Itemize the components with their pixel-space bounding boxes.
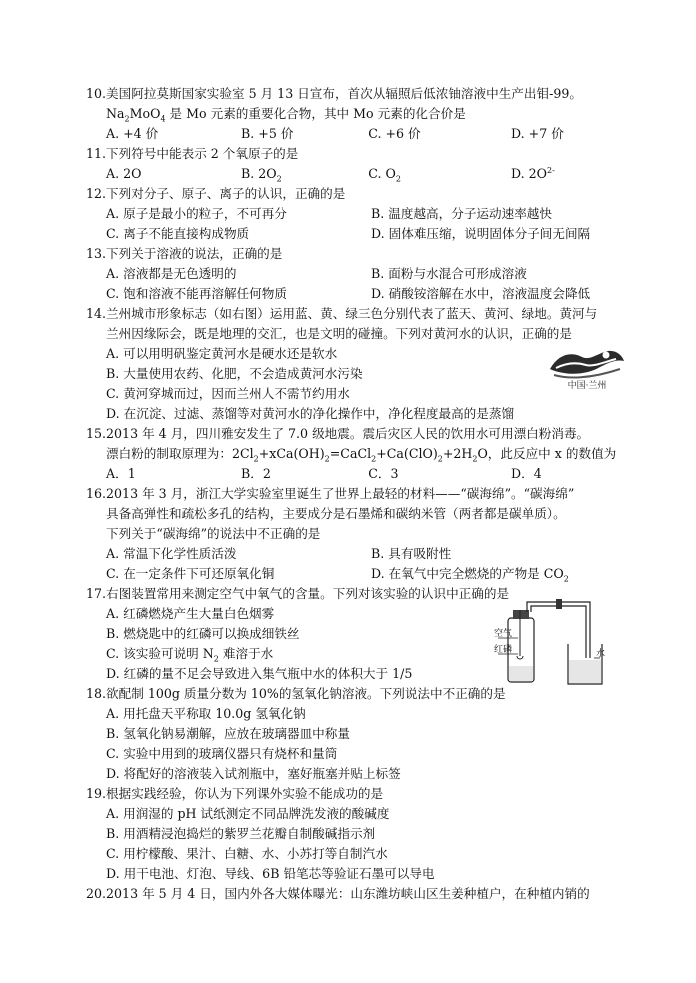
options-row bbox=[86, 544, 646, 564]
question-number: 13. bbox=[86, 246, 107, 261]
question-12 bbox=[86, 184, 646, 244]
option-c: C. 在一定条件下可还原氧化铜 bbox=[106, 566, 275, 581]
option-d: D. $2O^{2-}$ bbox=[511, 165, 555, 181]
option-d: D. 在氧气中完全燃烧的产物是 $CO_2$ bbox=[371, 566, 569, 584]
question-stem-continued: $Na_2MoO_4$ 是 Mo 元素的重要化合物，其中 Mo 元素的化合价是 bbox=[106, 106, 466, 124]
option-b: B. +5 价 bbox=[241, 126, 294, 141]
question-15 bbox=[86, 424, 646, 484]
options-row bbox=[86, 124, 646, 144]
option-a: A. 溶液都是无色透明的 bbox=[106, 266, 237, 281]
apparatus-diagram-icon bbox=[494, 598, 606, 690]
question-stem: 2013 年 5 月 4 日，国内外各大媒体曝光：山东潍坊峡山区生姜种植户，在种植内销的 bbox=[106, 886, 590, 901]
question-stem-continued: 下列关于“碳海绵”的说法中不正确的是 bbox=[106, 526, 321, 541]
option-d: D. 红磷的量不足会导致进入集气瓶中水的体积大于 1/5 bbox=[106, 666, 413, 681]
question-number: 10. bbox=[86, 86, 107, 101]
option-d: D. 将配好的溶液装入试剂瓶中，塞好瓶塞并贴上标签 bbox=[106, 766, 401, 781]
option-a: A．1 bbox=[106, 466, 136, 481]
question-19 bbox=[86, 784, 646, 884]
option-d: D. 在沉淀、过滤、蒸馏等对黄河水的净化操作中，净化程度最高的是蒸馏 bbox=[106, 406, 515, 421]
oxygen-measurement-apparatus bbox=[494, 598, 606, 690]
question-stem: 下列符号中能表示 2 个氧原子的是 bbox=[106, 146, 299, 161]
question-number: 11. bbox=[86, 146, 107, 161]
option-a: A. +4 价 bbox=[106, 126, 159, 141]
label-air: 空气 bbox=[494, 629, 513, 639]
option-d: D. 用干电池、灯泡、导线、6B 铅笔芯等验证石墨可以导电 bbox=[106, 866, 435, 881]
option-c: C. 黄河穿城而过，因而兰州人不需节约用水 bbox=[106, 386, 350, 401]
question-number: 12. bbox=[86, 186, 107, 201]
options-row bbox=[86, 224, 646, 244]
question-18 bbox=[86, 684, 646, 784]
option-d: D. +7 价 bbox=[511, 126, 564, 141]
reaction-equation-line: 漂白粉的制取原理为：$2Cl_2+xCa(OH)_2=CaCl_2+Ca(ClO)_2+2H_2O$，此反应中 x 的数值为 bbox=[106, 446, 617, 464]
option-b: B. 大量使用农药、化肥，不会造成黄河水污染 bbox=[106, 366, 363, 381]
question-number: 15. bbox=[86, 426, 107, 441]
option-b: B. 具有吸附性 bbox=[371, 546, 452, 561]
question-number: 18. bbox=[86, 686, 107, 701]
option-a: A. 用托盘天平称取 10.0g 氢氧化钠 bbox=[106, 706, 306, 721]
option-d: D. 固体难压缩，说明固体分子间无间隔 bbox=[371, 226, 591, 241]
question-number: 14. bbox=[86, 306, 107, 321]
options-row bbox=[86, 284, 646, 304]
question-stem: 下列关于溶液的说法，正确的是 bbox=[106, 246, 283, 261]
question-stem: 下列对分子、原子、离子的认识，正确的是 bbox=[106, 186, 346, 201]
question-10 bbox=[86, 84, 646, 144]
option-d: D．4 bbox=[511, 466, 542, 481]
option-a: A. 原子是最小的粒子，不可再分 bbox=[106, 206, 287, 221]
option-b: B. 燃烧匙中的红磷可以换成细铁丝 bbox=[106, 626, 300, 641]
option-c: C. $O_2$ bbox=[368, 166, 401, 184]
options-row bbox=[86, 464, 646, 484]
lanzhou-city-logo bbox=[546, 343, 628, 391]
question-stem: 欲配制 100g 质量分数为 10%的氢氧化钠溶液。下列说法中不正确的是 bbox=[106, 686, 506, 701]
question-13 bbox=[86, 244, 646, 304]
option-c: C. 离子不能直接构成物质 bbox=[106, 226, 250, 241]
question-number: 19. bbox=[86, 786, 107, 801]
option-b: B. 面粉与水混合可形成溶液 bbox=[371, 266, 527, 281]
question-stem: 2013 年 4 月，四川雅安发生了 7.0 级地震。震后灾区人民的饮用水可用漂白粉消毒。 bbox=[106, 426, 590, 441]
question-stem: 兰州城市形象标志（如右图）运用蓝、黄、绿三色分别代表了蓝天、黄河、绿地。黄河与 bbox=[106, 306, 598, 321]
option-c: C. +6 价 bbox=[368, 126, 421, 141]
option-c: C. 用柠檬酸、果汁、白糖、水、小苏打等自制汽水 bbox=[106, 846, 388, 861]
options-row bbox=[86, 264, 646, 284]
question-11 bbox=[86, 144, 646, 184]
option-c: C. 该实验可说明 $N_2$ 难溶于水 bbox=[106, 646, 274, 664]
option-a: A. 可以用明矾鉴定黄河水是硬水还是软水 bbox=[106, 346, 338, 361]
label-red-phosphorus: 红磷 bbox=[494, 645, 513, 655]
option-c: C. 饱和溶液不能再溶解任何物质 bbox=[106, 286, 287, 301]
option-a: A. 红磷燃烧产生大量白色烟雾 bbox=[106, 606, 275, 621]
options-row bbox=[86, 164, 646, 184]
option-c: C．3 bbox=[368, 466, 399, 481]
question-number: 20. bbox=[86, 886, 107, 901]
options-row bbox=[86, 564, 646, 584]
question-stem-continued: 兰州因缘际会，既是地理的交汇，也是文明的碰撞。下列对黄河水的认识，正确的是 bbox=[106, 326, 572, 341]
question-stem: 美国阿拉莫斯国家实验室 5 月 13 日宣布，首次从辐照后低浓铀溶液中生产出钼-99。 bbox=[106, 86, 582, 101]
lanzhou-logo-icon bbox=[546, 343, 628, 391]
question-stem: 根据实践经验，你认为下列课外实验不能成功的是 bbox=[106, 786, 384, 801]
question-number: 16. bbox=[86, 486, 107, 501]
question-number: 17. bbox=[86, 586, 107, 601]
option-a: A. 常温下化学性质活泼 bbox=[106, 546, 237, 561]
option-b: B．2 bbox=[241, 466, 271, 481]
option-b: B. 氢氧化钠易潮解，应放在玻璃器皿中称量 bbox=[106, 726, 350, 741]
option-d: D. 硝酸铵溶解在水中，溶液温度会降低 bbox=[371, 286, 591, 301]
option-a: A. 2O bbox=[106, 166, 142, 181]
question-stem: 2013 年 3 月，浙江大学实验室里诞生了世界上最轻的材料——“碳海绵”。“碳海绵” bbox=[106, 486, 575, 501]
label-water: 水 bbox=[596, 649, 606, 659]
option-c: C. 实验中用到的玻璃仪器只有烧杯和量筒 bbox=[106, 746, 338, 761]
question-20 bbox=[86, 884, 646, 904]
question-16 bbox=[86, 484, 646, 584]
question-stem-continued: 具备高弹性和疏松多孔的结构，主要成分是石墨烯和碳纳米管（两者都是碳单质）。 bbox=[106, 506, 566, 521]
option-b: B. 温度越高，分子运动速率越快 bbox=[371, 206, 552, 221]
logo-text: 中国·兰州 bbox=[567, 381, 607, 391]
option-b: B. $2O_2$ bbox=[241, 166, 282, 184]
question-stem: 右图装置常用来测定空气中氧气的含量。下列对该实验的认识中正确的是 bbox=[106, 586, 510, 601]
option-b: B. 用酒精浸泡捣烂的紫罗兰花瓣自制酸碱指示剂 bbox=[106, 826, 376, 841]
option-a: A. 用润湿的 pH 试纸测定不同品牌洗发液的酸碱度 bbox=[106, 806, 390, 821]
options-row bbox=[86, 204, 646, 224]
